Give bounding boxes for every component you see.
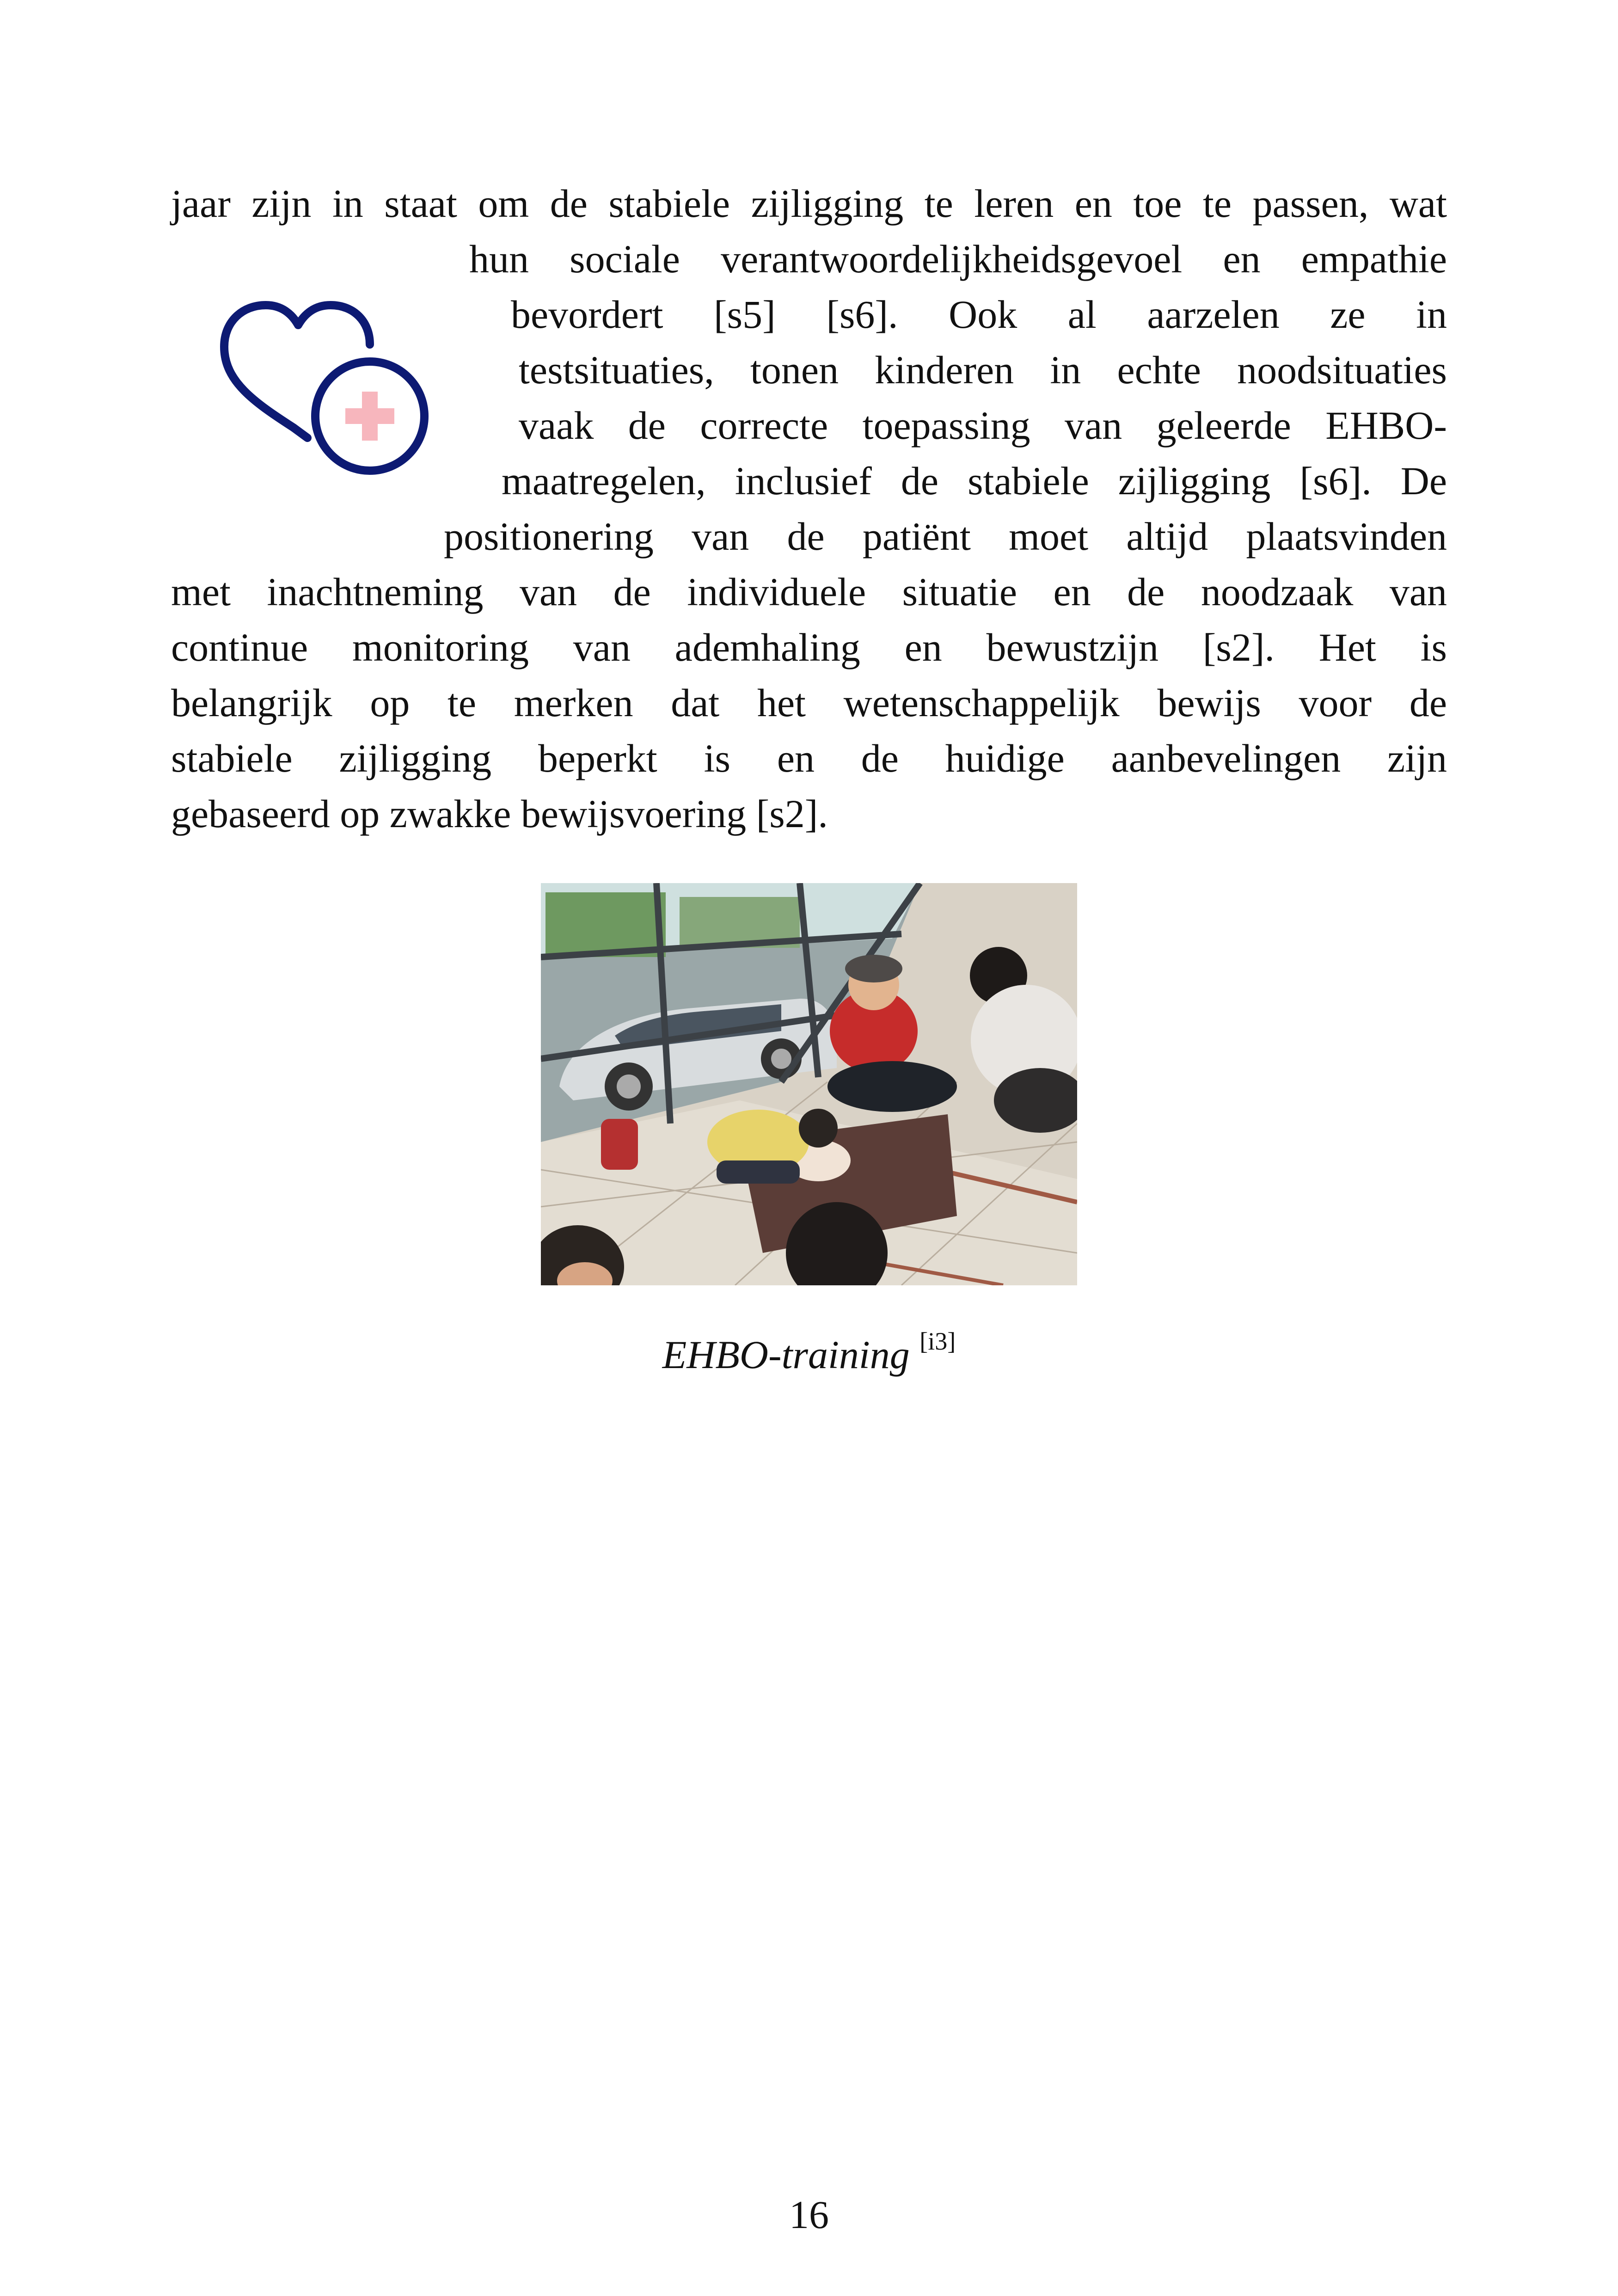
- body-text-line: jaar zijn in staat om de stabiele zijligging te leren en toe te passen, wat: [171, 181, 1447, 226]
- first-aid-training-photo: [541, 883, 1077, 1285]
- heart-with-medical-cross-icon: [213, 294, 439, 483]
- body-text-line: met inachtneming van de individuele situatie en de noodzaak van: [171, 570, 1447, 614]
- body-text-line: continue monitoring van ademhaling en bewustzijn [s2]. Het is: [171, 625, 1447, 669]
- body-text-line: maatregelen, inclusief de stabiele zijligging [s6]. De: [502, 459, 1447, 503]
- caption-reference: [i3]: [919, 1327, 956, 1355]
- caption-text: EHBO-training: [662, 1332, 910, 1377]
- body-text-line: gebaseerd op zwakke bewijsvoering [s2].: [171, 792, 828, 836]
- body-text-line: positionering van de patiënt moet altijd plaatsvinden: [444, 514, 1447, 559]
- body-text-line: testsituaties, tonen kinderen in echte noodsituaties: [519, 348, 1447, 392]
- figure-caption: [0, 1327, 1618, 1382]
- body-text-line: hun sociale verantwoordelijkheidsgevoel en empathie: [469, 237, 1447, 281]
- body-text-line: vaak de correcte toepassing van geleerde EHBO-: [519, 403, 1447, 448]
- body-text-line: bevordert [s5] [s6]. Ook al aarzelen ze in: [511, 292, 1447, 337]
- page-number: 16: [789, 2192, 829, 2237]
- body-text-line: stabiele zijligging beperkt is en de huidige aanbevelingen zijn: [171, 736, 1447, 780]
- body-text-line: belangrijk op te merken dat het wetenschappelijk bewijs voor de: [171, 681, 1447, 725]
